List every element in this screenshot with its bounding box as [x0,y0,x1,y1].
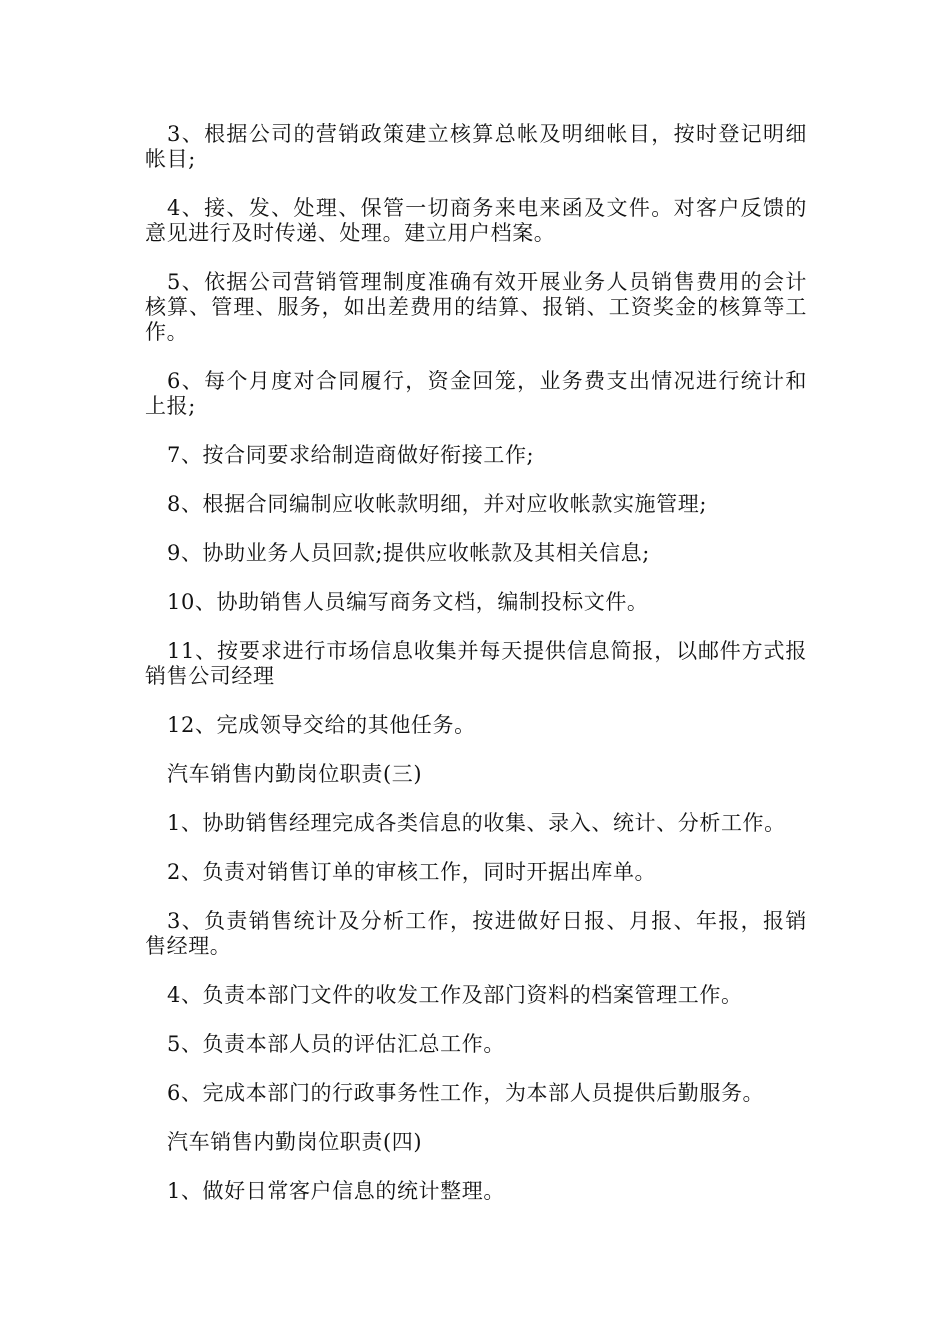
paragraph-item-7: 7、按合同要求给制造商做好衔接工作; [167,443,535,467]
paragraph-item-5: 5、依据公司营销管理制度准确有效开展业务人员销售费用的会计核算、管理、服务，如出差费用的结算、报销、工资奖金的核算等工作。 [145,270,807,344]
paragraph-item-8: 8、根据合同编制应收帐款明细，并对应收帐款实施管理; [167,492,708,516]
paragraph-item-1: 1、协助销售经理完成各类信息的收集、录入、统计、分析工作。 [167,811,786,835]
paragraph-item-10: 10、协助销售人员编写商务文档，编制投标文件。 [167,590,649,614]
paragraph-item-1b: 1、做好日常客户信息的统计整理。 [167,1179,505,1203]
paragraph-item-12: 12、完成领导交给的其他任务。 [167,713,476,737]
document-body [145,122,807,1228]
paragraph-item-4b: 4、负责本部门文件的收发工作及部门资料的档案管理工作。 [167,983,743,1007]
paragraph-item-6b: 6、完成本部门的行政事务性工作，为本部人员提供后勤服务。 [167,1081,765,1105]
paragraph-item-3b: 3、负责销售统计及分析工作，按进做好日报、月报、年报，报销售经理。 [145,909,807,958]
paragraph-item-5b: 5、负责本部人员的评估汇总工作。 [167,1032,505,1056]
paragraph-item-9: 9、协助业务人员回款;提供应收帐款及其相关信息; [167,541,650,565]
paragraph-item-11: 11、按要求进行市场信息收集并每天提供信息简报，以邮件方式报销售公司经理 [145,639,807,688]
paragraph-item-4: 4、接、发、处理、保管一切商务来电来函及文件。对客户反馈的意见进行及时传递、处理。建立用户档案。 [145,196,807,245]
paragraph-item-6: 6、每个月度对合同履行，资金回笼，业务费支出情况进行统计和上报; [145,369,807,418]
section-heading-four: 汽车销售内勤岗位职责(四) [167,1130,423,1154]
section-heading-three: 汽车销售内勤岗位职责(三) [167,762,423,786]
paragraph-item-2: 2、负责对销售订单的审核工作，同时开据出库单。 [167,860,657,884]
paragraph-item-3: 3、根据公司的营销政策建立核算总帐及明细帐目，按时登记明细帐目; [145,122,807,171]
